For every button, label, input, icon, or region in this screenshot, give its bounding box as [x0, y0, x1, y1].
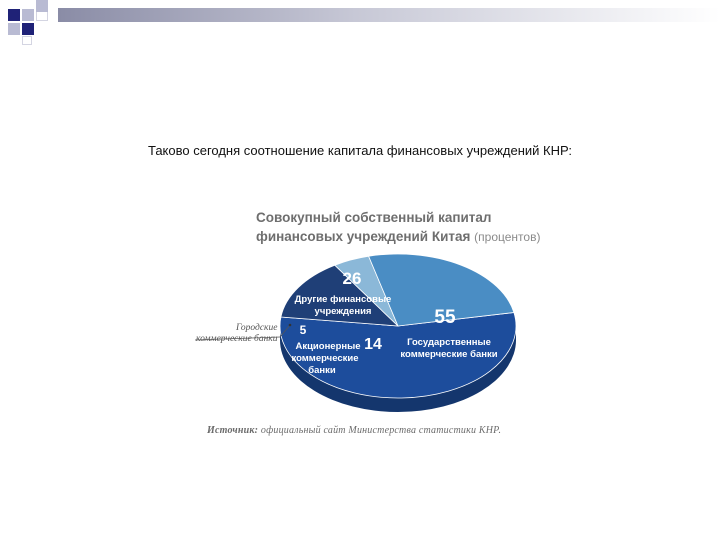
outside-label-line1: Городские [236, 323, 278, 333]
slice-label: банки [308, 365, 336, 376]
slide-heading: Таково сегодня соотношение капитала финансовых учреждений КНР: [147, 143, 573, 158]
value-label: 55 [434, 307, 456, 328]
value-label: 14 [364, 336, 382, 353]
chart-title-line1: Совокупный собственный капитал [256, 210, 492, 225]
source-note [207, 425, 501, 436]
outside-label-line2: коммерческие банки [196, 334, 278, 344]
source-prefix: Источник: [207, 425, 259, 436]
chart-unit: (процентов) [474, 230, 541, 244]
slice-label: Акционерные [295, 341, 361, 352]
slice-label: коммерческие банки [400, 349, 498, 360]
source-text: официальный сайт Министерства статистики КНР. [260, 425, 502, 436]
value-label: 26 [342, 269, 362, 288]
value-label: 5 [299, 323, 307, 337]
callout-dot [289, 324, 292, 327]
chart-title-line2: финансовых учреждений Китая [256, 229, 471, 244]
slice-label: Государственные [407, 337, 491, 348]
slice-label: учреждения [314, 306, 372, 317]
slice-label: Другие финансовые [294, 294, 392, 305]
slice-label: коммерческие [291, 353, 359, 364]
